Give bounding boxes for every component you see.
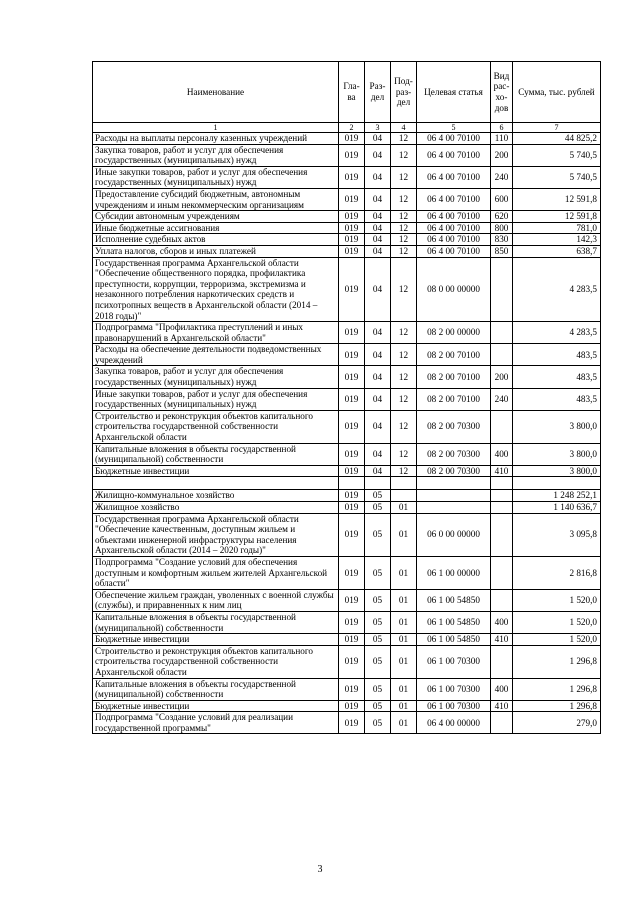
table-row [93,556,601,589]
row-subsection: 12 [391,245,417,257]
row-name: Иные закупки товаров, работ и услуг для обеспечения государственных (муниципальных) нужд [93,388,339,410]
row-section: 05 [365,611,391,633]
row-subsection: 12 [391,465,417,477]
row-chapter: 019 [339,443,365,465]
column-number: 5 [417,123,491,133]
table-row [93,257,601,322]
row-expense-type: 110 [491,133,513,145]
row-amount: 5 740,5 [513,144,601,166]
row-name: Капитальные вложения в объекты государственной (муниципальной) собственности [93,611,339,633]
row-amount: 5 740,5 [513,166,601,188]
row-section: 04 [365,211,391,223]
row-subsection: 12 [391,234,417,246]
row-chapter: 019 [339,678,365,700]
row-name: Иные закупки товаров, работ и услуг для обеспечения государственных (муниципальных) нужд [93,166,339,188]
row-section: 05 [365,712,391,734]
row-name: Подпрограмма "Создание условий для обеспечения доступным и комфортным жильем жителей Архангельской области" [93,556,339,589]
header-subsection: Под-раз-дел [391,62,417,123]
row-expense-type: 200 [491,366,513,388]
row-amount: 1 296,8 [513,645,601,678]
row-target: 06 4 00 70100 [417,211,491,223]
table-row [93,589,601,611]
row-chapter: 019 [339,344,365,366]
row-target [417,477,491,490]
table-row [93,188,601,210]
row-name: Жилищное хозяйство [93,502,339,514]
row-subsection: 12 [391,366,417,388]
row-subsection: 01 [391,678,417,700]
row-target: 08 2 00 70100 [417,344,491,366]
row-section: 05 [365,556,391,589]
table-row [93,502,601,514]
row-expense-type: 410 [491,634,513,646]
row-expense-type: 410 [491,465,513,477]
row-target [417,490,491,502]
row-section: 04 [365,322,391,344]
row-subsection: 12 [391,188,417,210]
row-name: Жилищно-коммунальное хозяйство [93,490,339,502]
row-amount: 4 283,5 [513,322,601,344]
row-expense-type: 800 [491,222,513,234]
row-amount: 483,5 [513,388,601,410]
row-expense-type: 410 [491,700,513,712]
row-amount: 1 140 636,7 [513,502,601,514]
table-row [93,490,601,502]
table-row [93,234,601,246]
row-expense-type [491,410,513,443]
row-section: 05 [365,589,391,611]
table-row [93,465,601,477]
row-chapter: 019 [339,490,365,502]
row-chapter: 019 [339,144,365,166]
row-chapter: 019 [339,257,365,322]
row-chapter: 019 [339,465,365,477]
table-row [93,712,601,734]
column-number: 3 [365,123,391,133]
row-expense-type: 400 [491,443,513,465]
row-section: 04 [365,465,391,477]
row-name [93,477,339,490]
row-target: 06 4 00 00000 [417,712,491,734]
row-subsection: 12 [391,166,417,188]
row-subsection [391,490,417,502]
row-expense-type: 240 [491,166,513,188]
row-expense-type [491,490,513,502]
row-amount: 483,5 [513,366,601,388]
table-row [93,222,601,234]
row-chapter: 019 [339,188,365,210]
row-amount: 142,3 [513,234,601,246]
row-name: Закупка товаров, работ и услуг для обеспечения государственных (муниципальных) нужд [93,366,339,388]
table-row [93,322,601,344]
row-subsection: 01 [391,634,417,646]
row-chapter: 019 [339,556,365,589]
row-subsection: 12 [391,211,417,223]
row-amount: 44 825,2 [513,133,601,145]
row-expense-type: 620 [491,211,513,223]
row-target: 06 1 00 54850 [417,634,491,646]
row-chapter: 019 [339,502,365,514]
row-target [417,502,491,514]
table-row [93,443,601,465]
table-row [93,513,601,556]
row-name: Иные бюджетные ассигнования [93,222,339,234]
row-name: Строительство и реконструкция объектов капитального строительства государственной собственности Архангельской области [93,410,339,443]
table-row [93,388,601,410]
row-expense-type [491,645,513,678]
row-chapter: 019 [339,634,365,646]
page-number: 3 [317,864,323,875]
row-expense-type [491,477,513,490]
row-section: 05 [365,678,391,700]
spacer-row [93,477,601,490]
row-subsection: 01 [391,700,417,712]
column-number: 6 [491,123,513,133]
row-section: 04 [365,188,391,210]
row-amount: 1 248 252,1 [513,490,601,502]
row-name: Строительство и реконструкция объектов капитального строительства государственной собственности Архангельской области [93,645,339,678]
row-target: 08 0 00 00000 [417,257,491,322]
table-row [93,678,601,700]
row-expense-type: 200 [491,144,513,166]
row-name: Государственная программа Архангельской области "Обеспечение качественным, доступным жильем и объектами инженерной инфраструктуры населения Архангельской области (2014 – 2020 годы)" [93,513,339,556]
row-subsection: 12 [391,257,417,322]
row-subsection [391,477,417,490]
row-amount: 1 520,0 [513,611,601,633]
row-subsection: 01 [391,611,417,633]
row-amount: 12 591,8 [513,188,601,210]
row-subsection: 12 [391,222,417,234]
column-number: 7 [513,123,601,133]
row-chapter: 019 [339,388,365,410]
row-chapter: 019 [339,410,365,443]
row-amount: 3 095,8 [513,513,601,556]
column-number: 4 [391,123,417,133]
row-target: 06 1 00 70300 [417,700,491,712]
header-chapter: Гла-ва [339,62,365,123]
row-amount: 12 591,8 [513,211,601,223]
row-name: Закупка товаров, работ и услуг для обеспечения государственных (муниципальных) нужд [93,144,339,166]
row-subsection: 12 [391,388,417,410]
row-expense-type: 850 [491,245,513,257]
row-chapter: 019 [339,245,365,257]
row-target: 06 4 00 70100 [417,133,491,145]
row-target: 06 4 00 70100 [417,166,491,188]
table-row [93,344,601,366]
row-target: 06 1 00 54850 [417,589,491,611]
row-subsection: 01 [391,502,417,514]
header-section: Раз-дел [365,62,391,123]
row-target: 06 4 00 70100 [417,222,491,234]
row-name: Субсидии автономным учреждениям [93,211,339,223]
column-number: 1 [93,123,339,133]
row-amount: 2 816,8 [513,556,601,589]
row-name: Бюджетные инвестиции [93,634,339,646]
row-expense-type [491,556,513,589]
row-subsection: 12 [391,344,417,366]
row-amount: 483,5 [513,344,601,366]
row-amount: 1 296,8 [513,678,601,700]
row-chapter: 019 [339,166,365,188]
row-expense-type: 240 [491,388,513,410]
row-section: 04 [365,388,391,410]
row-section: 04 [365,166,391,188]
row-section [365,477,391,490]
row-section: 04 [365,133,391,145]
header-expense-type: Вид рас-хо-дов [491,62,513,123]
row-amount [513,477,601,490]
row-name: Подпрограмма "Профилактика преступлений и иных правонарушений в Архангельской области" [93,322,339,344]
row-chapter: 019 [339,611,365,633]
row-subsection: 01 [391,556,417,589]
row-subsection: 12 [391,410,417,443]
row-section: 04 [365,344,391,366]
table-row [93,366,601,388]
row-expense-type [491,712,513,734]
row-chapter: 019 [339,133,365,145]
row-section: 04 [365,443,391,465]
row-name: Предоставление субсидий бюджетным, автономным учреждениям и иным некоммерческим организациям [93,188,339,210]
row-target: 08 2 00 70300 [417,410,491,443]
row-section: 04 [365,222,391,234]
column-number-row [93,123,601,133]
row-expense-type [491,322,513,344]
row-section: 04 [365,234,391,246]
row-amount: 1 296,8 [513,700,601,712]
column-number: 2 [339,123,365,133]
row-subsection: 12 [391,144,417,166]
row-target: 08 2 00 70100 [417,366,491,388]
row-section: 05 [365,513,391,556]
table-row [93,410,601,443]
row-amount: 1 520,0 [513,634,601,646]
row-chapter: 019 [339,513,365,556]
row-amount: 279,0 [513,712,601,734]
row-target: 08 2 00 70100 [417,388,491,410]
row-target: 08 2 00 00000 [417,322,491,344]
row-section: 04 [365,410,391,443]
row-name: Капитальные вложения в объекты государственной (муниципальной) собственности [93,443,339,465]
row-expense-type [491,257,513,322]
row-expense-type [491,589,513,611]
row-target: 06 1 00 00000 [417,556,491,589]
row-name: Капитальные вложения в объекты государственной (муниципальной) собственности [93,678,339,700]
row-name: Уплата налогов, сборов и иных платежей [93,245,339,257]
header-name: Наименование [93,62,339,123]
row-subsection: 01 [391,645,417,678]
row-expense-type [491,502,513,514]
row-target: 06 4 00 70100 [417,144,491,166]
row-target: 06 4 00 70100 [417,245,491,257]
row-section: 05 [365,490,391,502]
row-name: Бюджетные инвестиции [93,700,339,712]
row-chapter: 019 [339,700,365,712]
row-amount: 3 800,0 [513,410,601,443]
table-row [93,634,601,646]
row-subsection: 01 [391,513,417,556]
row-name: Расходы на обеспечение деятельности подведомственных учреждений [93,344,339,366]
row-section: 05 [365,700,391,712]
table-header-row [93,62,601,123]
row-chapter [339,477,365,490]
row-chapter: 019 [339,712,365,734]
row-chapter: 019 [339,222,365,234]
row-target: 06 1 00 54850 [417,611,491,633]
row-chapter: 019 [339,322,365,344]
row-section: 04 [365,257,391,322]
row-subsection: 01 [391,589,417,611]
row-section: 05 [365,502,391,514]
budget-table [92,61,601,734]
row-amount: 3 800,0 [513,465,601,477]
row-chapter: 019 [339,366,365,388]
row-target: 06 0 00 00000 [417,513,491,556]
row-section: 05 [365,634,391,646]
table-row [93,211,601,223]
row-name: Подпрограмма "Создание условий для реализации государственной программы" [93,712,339,734]
table-row [93,166,601,188]
table-row [93,645,601,678]
row-subsection: 01 [391,712,417,734]
row-name: Бюджетные инвестиции [93,465,339,477]
row-expense-type: 400 [491,678,513,700]
row-expense-type [491,513,513,556]
row-subsection: 12 [391,322,417,344]
table-row [93,700,601,712]
row-chapter: 019 [339,211,365,223]
row-expense-type: 830 [491,234,513,246]
table-row [93,144,601,166]
row-section: 04 [365,366,391,388]
row-chapter: 019 [339,645,365,678]
header-amount: Сумма, тыс. рублей [513,62,601,123]
table-row [93,611,601,633]
header-target: Целевая статья [417,62,491,123]
row-section: 04 [365,245,391,257]
row-subsection: 12 [391,133,417,145]
row-expense-type: 400 [491,611,513,633]
row-name: Государственная программа Архангельской области "Обеспечение общественного порядка, профилактика преступности, коррупции, терроризма, экстремизма и незаконного потребления наркотических средств и психотропных веществ в Архангельской области (2014 – 2018 годы)" [93,257,339,322]
row-expense-type [491,344,513,366]
row-name: Исполнение судебных актов [93,234,339,246]
row-amount: 781,0 [513,222,601,234]
row-name: Расходы на выплаты персоналу казенных учреждений [93,133,339,145]
row-target: 08 2 00 70300 [417,443,491,465]
row-subsection: 12 [391,443,417,465]
row-amount: 3 800,0 [513,443,601,465]
row-chapter: 019 [339,589,365,611]
row-target: 06 4 00 70100 [417,234,491,246]
row-section: 04 [365,144,391,166]
row-expense-type: 600 [491,188,513,210]
row-target: 06 1 00 70300 [417,645,491,678]
row-target: 06 1 00 70300 [417,678,491,700]
row-target: 06 4 00 70100 [417,188,491,210]
table-row [93,133,601,145]
row-amount: 1 520,0 [513,589,601,611]
table-row [93,245,601,257]
row-target: 08 2 00 70300 [417,465,491,477]
row-name: Обеспечение жильем граждан, уволенных с военной службы (службы), и приравненных к ним лиц [93,589,339,611]
row-amount: 638,7 [513,245,601,257]
row-amount: 4 283,5 [513,257,601,322]
row-section: 05 [365,645,391,678]
row-chapter: 019 [339,234,365,246]
